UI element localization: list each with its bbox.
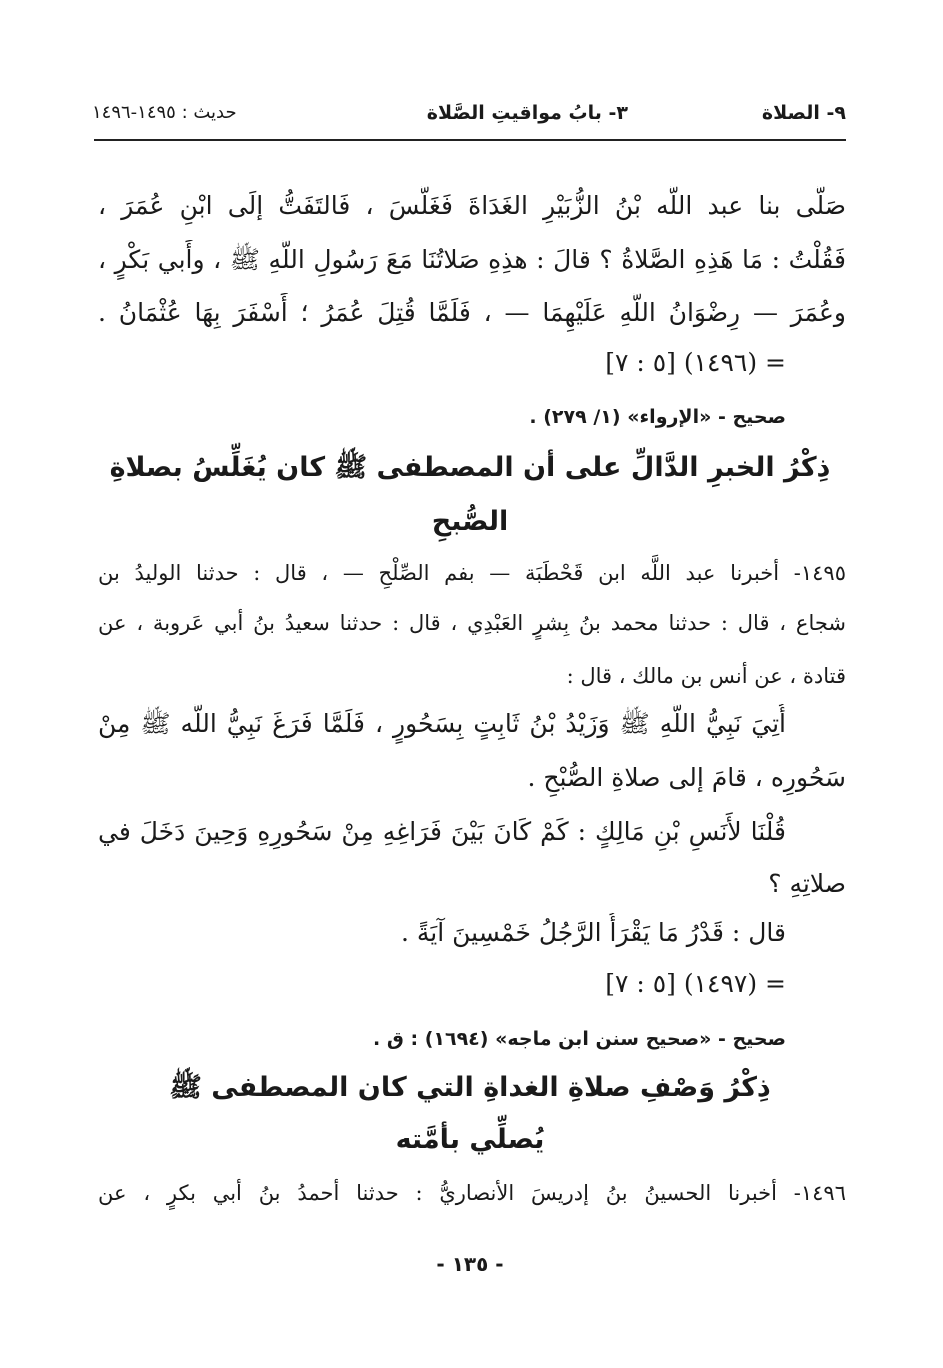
section-title: ٣- بابُ مواقيتِ الصَّلاة <box>426 102 628 124</box>
section-heading-continued: يُصلِّي بأمَّته <box>395 1124 545 1155</box>
text-line: قال : قَدْرُ مَا يَقْرَأُ الرَّجُلُ خَمْسِينَ آيَةً . <box>400 918 786 947</box>
text-line: قُلْنَا لأَنَسِ بْنِ مَالِكٍ : كَمْ كَانَ بَيْنَ فَرَاغِهِ مِنْ سَحُورِهِ وَحِينَ دَخَلَ في <box>98 817 786 846</box>
text-line: وعُمَرَ — رِضْوَانُ اللَّهِ عَلَيْهِمَا — ، فَلَمَّا قُتِلَ عُمَرُ ؛ أَسْفَرَ بِهَا عُثْمَانُ . <box>98 298 846 327</box>
page-number: - ١٣٥ - <box>436 1252 504 1276</box>
section-heading-continued: الصُّبحِ <box>431 506 509 537</box>
text-line: فَقُلْتُ : مَا هَذِهِ الصَّلاةُ ؟ قالَ : هذِهِ صَلاتُنَا مَعَ رَسُولِ اللَّهِ ﷺ ، وأَبي بَكْرٍ ، <box>98 245 846 274</box>
cross-reference: = (١٤٩٦) [٥ : ٧] <box>605 348 786 377</box>
cross-reference: = (١٤٩٧) [٥ : ٧] <box>605 969 786 998</box>
section-heading: ذِكْرُ الخبرِ الدَّالِّ على أن المصطفى ﷺ كان يُغَلِّسُ بصلاةِ <box>109 452 831 483</box>
text-line: سَحُورِه ، قامَ إلى صلاةِ الصُّبْحِ . <box>527 763 846 792</box>
hadith-chain-line: شجاع ، قال : حدثنا محمد بنُ بِشرٍ العَبْدِي ، قال : حدثنا سعيدُ بنُ أبي عَروبة ، عن <box>98 611 846 635</box>
hadith-chain-line: قتادة ، عن أنس بن مالك ، قال : <box>566 664 846 688</box>
running-header <box>92 98 846 132</box>
grading-note: صحيح - «صحيح سنن ابن ماجه» (١٦٩٤) : ق . <box>373 1028 786 1050</box>
text-line: صلاتِهِ ؟ <box>768 869 846 898</box>
text-line: صَلَّى بنا عبد اللَّه بْنُ الزُّبَيْرِ الغَدَاةَ فَغَلَّسَ ، فَالتَفَتُّ إلَى ابْنِ عُمَرَ ، <box>98 191 846 220</box>
hadith-chain-line: ١٤٩٦- أخبرنا الحسينُ بنُ إدريسَ الأنصاريُّ : حدثنا أحمدُ بنُ أبي بكرٍ ، عن <box>98 1181 846 1205</box>
chapter-title: ٩- الصلاة <box>761 102 846 124</box>
text-line: أُتِيَ نَبِيُّ اللَّهِ ﷺ وَزَيْدُ بْنُ ثَابِتٍ بِسَحُورٍ ، فَلَمَّا فَرَغَ نَبِيُّ اللَّه ﷺ مِنْ <box>98 709 786 738</box>
grading-note: صحيح - «الإرواء» (١/ ٢٧٩) . <box>529 406 786 428</box>
section-heading: ذِكْرُ وَصْفِ صلاةِ الغداةِ التي كان المصطفى ﷺ <box>169 1072 771 1103</box>
hadith-range: حديث : ١٤٩٥-١٤٩٦ <box>92 102 237 123</box>
hadith-chain-line: ١٤٩٥- أخبرنا عبد اللَّه ابن قَحْطَبَة — بفم الصِّلْحِ — ، قال : حدثنا الوليدُ بن <box>98 561 846 585</box>
header-rule <box>94 139 846 141</box>
